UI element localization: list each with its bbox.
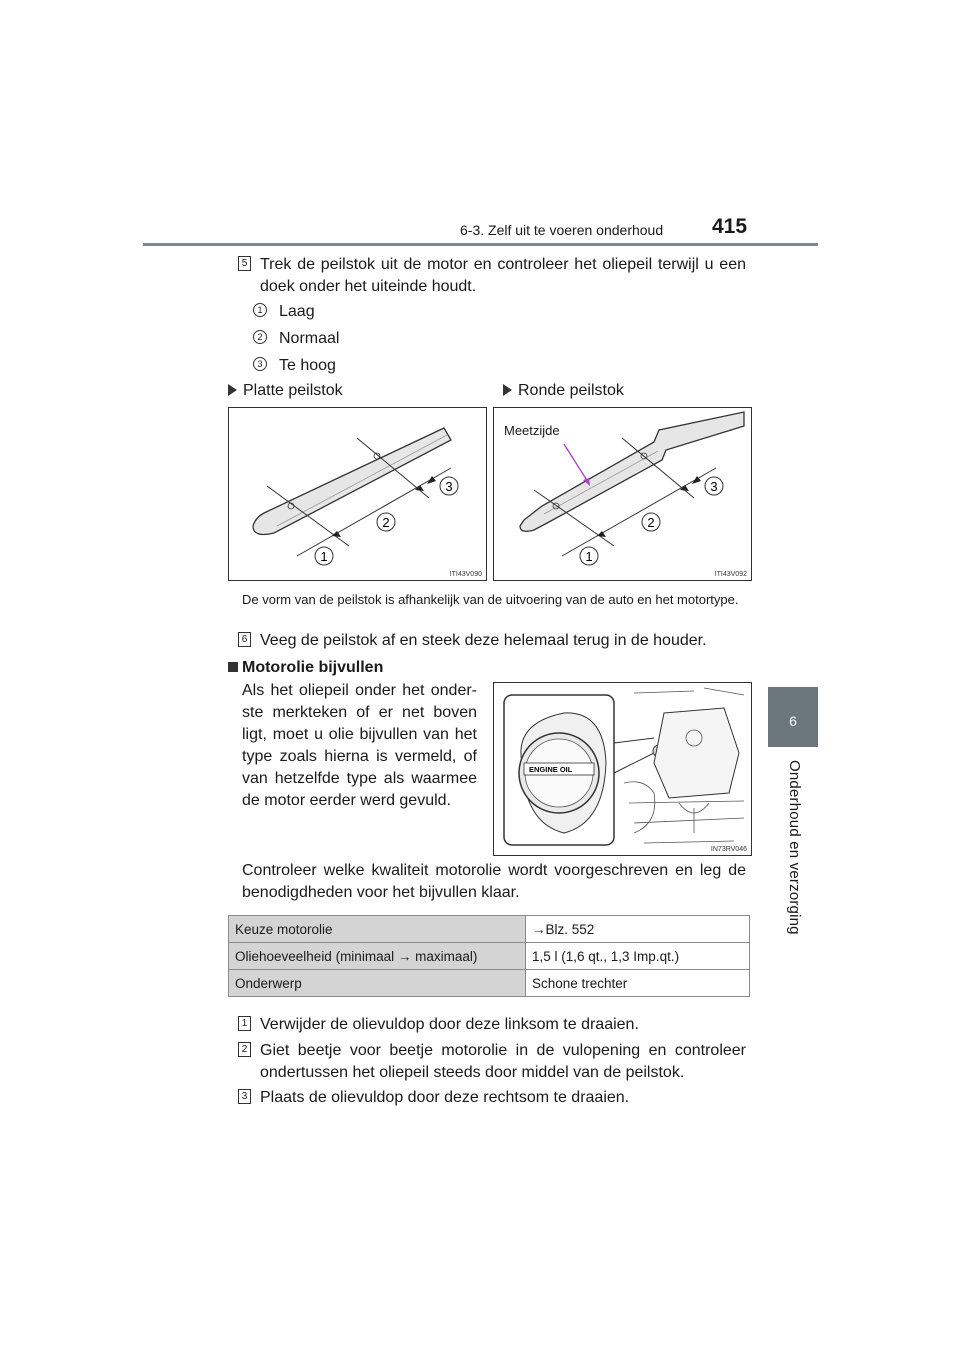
table-value: Schone trechter	[526, 970, 750, 997]
caption-text: Ronde peilstok	[518, 382, 624, 399]
dipstick-note: De vorm van de peilstok is afhankelijk van de uitvoering van de auto en het motortype.	[242, 592, 739, 607]
fill-step-text: Verwijder de olievuldop door deze linksom te draaien.	[260, 1016, 639, 1033]
table-key: Keuze motorolie	[229, 916, 526, 943]
table-row	[229, 943, 750, 970]
triangle-bullet-icon	[503, 384, 512, 396]
measuring-side-label: Meetzijde	[504, 423, 560, 438]
caption-text: Platte peilstok	[243, 382, 343, 399]
flat-dipstick-illustration	[229, 408, 486, 580]
table-row	[229, 916, 750, 943]
header-rule	[143, 243, 818, 246]
step-number-box: 1	[238, 1016, 251, 1031]
engine-oil-cap-label: ENGINE OIL	[529, 765, 573, 774]
figure-caption-round	[503, 380, 624, 402]
fill-step-text: Giet beetje voor beetje motorolie in de vulopening en controleer ondertussen het oliepeil steeds door middel van de peilstok.	[260, 1042, 746, 1081]
level-marker: 2	[253, 330, 267, 344]
dipstick-marker: 1	[585, 549, 593, 564]
round-dipstick-illustration	[494, 408, 751, 580]
page-number: 415	[712, 215, 748, 238]
engine-oil-cap-illustration	[494, 683, 751, 855]
figure-caption-flat	[228, 380, 343, 402]
flat-dipstick-figure	[228, 407, 487, 581]
step-number-box: 3	[238, 1089, 251, 1104]
level-label-normal: Normaal	[279, 330, 340, 347]
level-label-low: Laag	[279, 303, 315, 320]
level-marker: 1	[253, 303, 267, 317]
dipstick-marker: 2	[647, 515, 655, 530]
section-heading	[228, 657, 383, 679]
figure-code: IN73RV046	[710, 846, 747, 853]
chapter-title: Onderhoud en verzorging	[786, 760, 803, 935]
oil-spec-table	[228, 915, 750, 997]
figure-code: ITI43V090	[449, 571, 482, 578]
figure-code: ITI43V092	[714, 571, 747, 578]
table-key: Oliehoeveelheid (minimaal → maximaal)	[229, 943, 526, 970]
step-number-box: 2	[238, 1042, 251, 1057]
step-number-box: 5	[238, 256, 251, 271]
section-title: Motorolie bijvullen	[242, 659, 384, 676]
table-value: 1,5 l (1,6 qt., 1,3 Imp.qt.)	[526, 943, 750, 970]
check-paragraph: Controleer welke kwaliteit motorolie wordt voorgeschreven en leg de benodigdheden voor het bijvullen klaar.	[242, 862, 746, 901]
triangle-bullet-icon	[228, 384, 237, 396]
table-value: →Blz. 552	[526, 916, 750, 943]
round-dipstick-figure	[493, 407, 752, 581]
table-key: Onderwerp	[229, 970, 526, 997]
engine-oil-cap-figure	[493, 682, 752, 856]
chapter-number: 6	[789, 713, 797, 729]
square-bullet-icon	[228, 662, 238, 672]
step5-text: Trek de peilstok uit de motor en controleer het oliepeil terwijl u een doek onder het uiteinde houdt.	[260, 256, 746, 295]
section-intro: Als het oliepeil onder het onderste merkteken of er net boven ligt, moet u olie bijvullen van het type zoals hierna is vermeld, of van hetzelfde type als waarmee de motor eerder werd gevuld.	[242, 682, 477, 809]
fill-step-text: Plaats de olievuldop door deze rechtsom te draaien.	[260, 1089, 630, 1106]
dipstick-marker: 3	[710, 479, 718, 494]
table-row	[229, 970, 750, 997]
step6-text: Veeg de peilstok af en steek deze helemaal terug in de houder.	[260, 632, 707, 649]
level-label-high: Te hoog	[279, 357, 336, 374]
dipstick-marker: 2	[382, 515, 390, 530]
level-marker: 3	[253, 357, 267, 371]
chapter-tab	[768, 687, 818, 747]
dipstick-marker: 3	[445, 479, 453, 494]
section-header: 6-3. Zelf uit te voeren onderhoud	[460, 222, 664, 238]
dipstick-marker: 1	[320, 549, 328, 564]
step-number-box: 6	[238, 632, 251, 647]
